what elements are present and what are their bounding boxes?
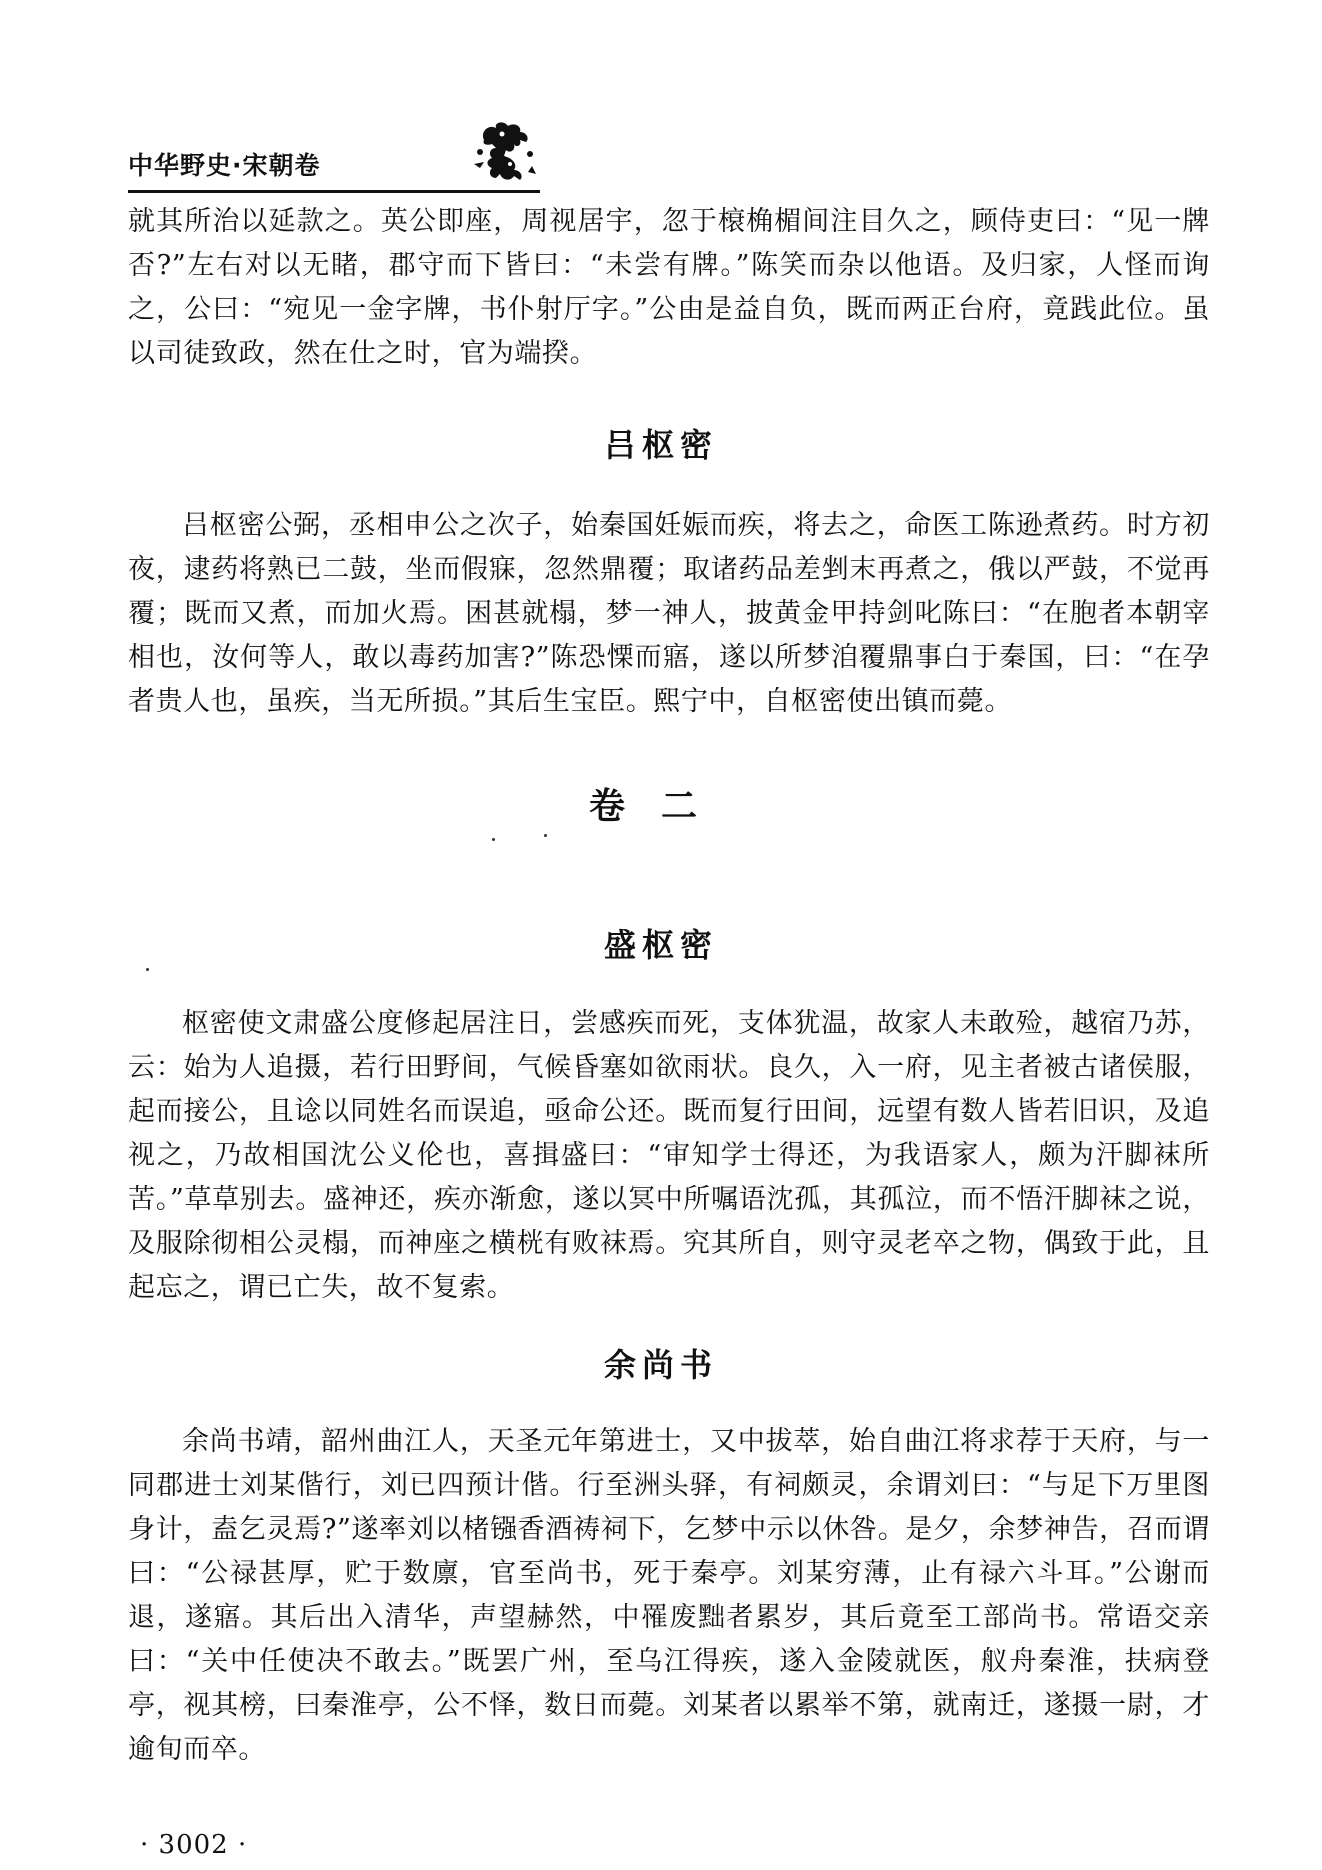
section-title-lv-shumi: 吕枢密: [603, 426, 718, 464]
section-title-yu-shangshu: 余尚书: [603, 1346, 718, 1384]
section-title-sheng-shumi: 盛枢密: [603, 926, 718, 964]
yu-shangshu-paragraph: 余尚书靖，韶州曲江人，天圣元年第进士，又中拔萃，始自曲江将求荐于天府，与一同郡进士刘某偕行，刘已四预计偕。行至洲头驿，有祠颇灵，余谓刘曰：“与足下万里图身计，盍乞灵焉?”遂率刘以楮镪香酒祷祠下，乞梦中示以休咎。是夕，余梦神告，召而谓曰：“公禄甚厚，贮于数廪，官至尚书，死于秦亭。刘某穷薄，止有禄六斗耳。”公谢而退，遂寤。其后出入清华，声望赫然，中罹废黜者累岁，其后竟至工部尚书。常语交亲曰：“关中任使决不敢去。”既罢广州，至乌江得疾，遂入金陵就医，舣舟秦淮，扶病登亭，视其榜，曰秦淮亭，公不怿，数日而薨。刘某者以累举不第，就南迁，遂摄一尉，才逾旬而卒。: [128, 1426, 1210, 1765]
dragon-emblem-icon: [470, 118, 540, 186]
lv-shumi-paragraph: 吕枢密公弼，丞相申公之次子，始秦国妊娠而疾，将去之，命医工陈逊煮药。时方初夜，逮药将熟已二鼓，坐而假寐，忽然鼎覆；取诸药品差剉末再煮之，俄以严鼓，不觉再覆；既而又煮，而加火焉。困甚就榻，梦一神人，披黄金甲持剑叱陈曰：“在胞者本朝宰相也，汝何等人，敢以毒药加害?”陈恐慄而寤，遂以所梦洎覆鼎事白于秦国，曰：“在孕者贵人也，虽疾，当无所损。”其后生宝臣。熙宁中，自枢密使出镇而薨。: [128, 510, 1210, 717]
continuation-paragraph: 就其所治以延款之。英公即座，周视居宇，忽于榱桷楣间注目久之，顾侍吏曰：“见一牌否?”左右对以无睹，郡守而下皆曰：“未尝有牌。”陈笑而杂以他语。及归家，人怪而询之，公曰：“宛见一金字牌，书仆射厅字。”公由是益自负，既而两正台府，竟践此位。虽以司徒致政，然在仕之时，官为端揆。: [128, 206, 1210, 369]
scan-speck: [492, 838, 495, 841]
running-header: [128, 118, 540, 192]
header-divider: [128, 190, 540, 193]
page-number: · 3002 ·: [140, 1830, 248, 1860]
scan-speck: [146, 968, 149, 971]
book-title: 中华野史·宋朝卷: [128, 151, 321, 180]
scan-speck: [544, 834, 547, 837]
volume-title: 卷二: [588, 786, 733, 827]
sheng-shumi-paragraph: 枢密使文肃盛公度修起居注日，尝感疾而死，支体犹温，故家人未敢殓，越宿乃苏，云：始为人追摄，若行田野间，气候昏塞如欲雨状。良久，入一府，见主者被古诸侯服，起而接公，且谂以同姓名而误追，亟命公还。既而复行田间，远望有数人皆若旧识，及追视之，乃故相国沈公义伦也，喜揖盛曰：“审知学士得还，为我语家人，颇为汗脚袜所苦。”草草别去。盛神还，疾亦渐愈，遂以冥中所嘱语沈孤，其孤泣，而不悟汗脚袜之说，及服除彻相公灵榻，而神座之横桄有败袜焉。究其所自，则守灵老卒之物，偶致于此，且起忘之，谓已亡失，故不复索。: [128, 1008, 1210, 1303]
